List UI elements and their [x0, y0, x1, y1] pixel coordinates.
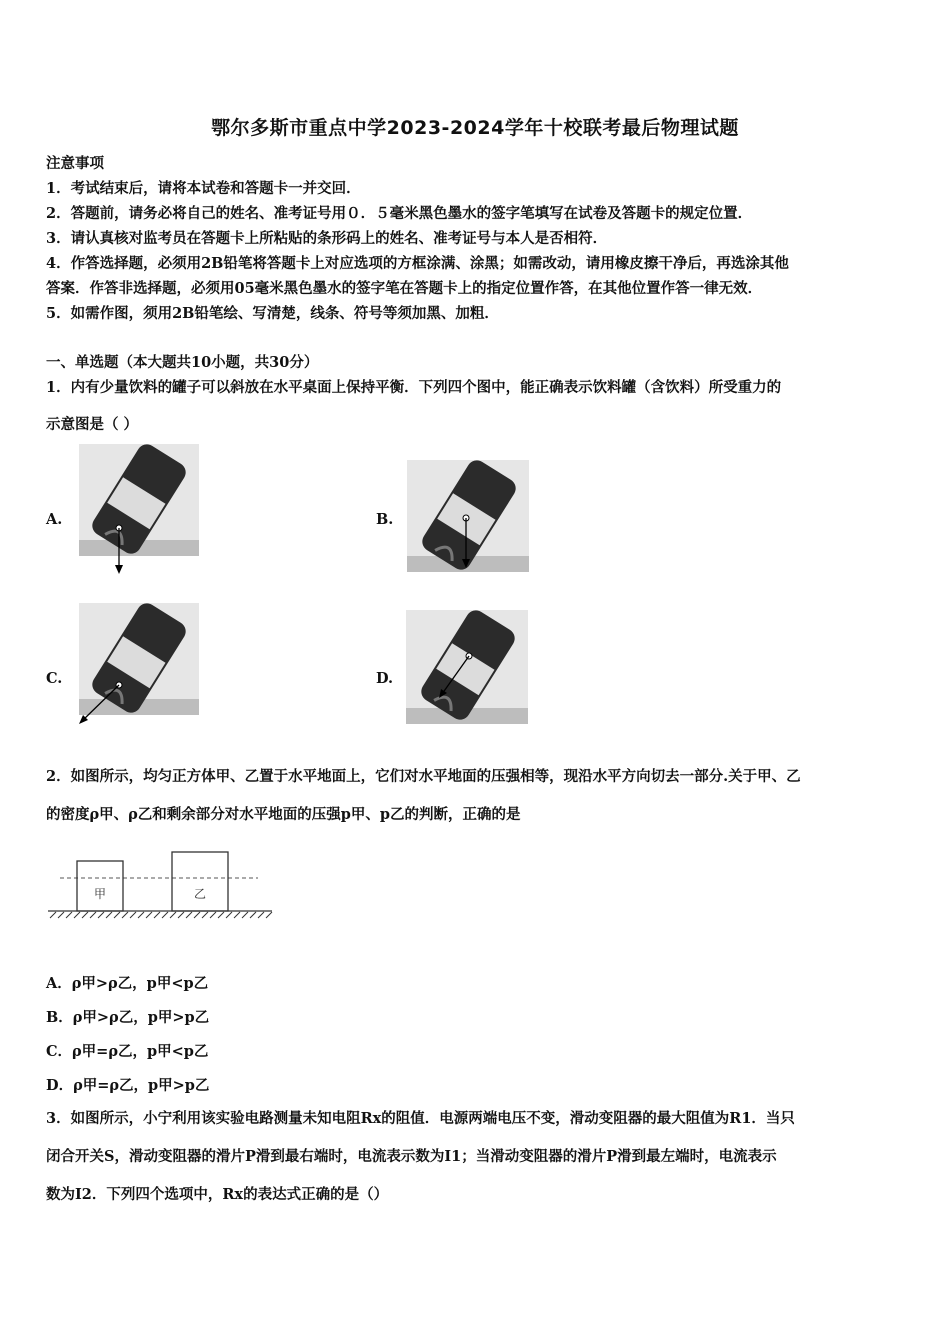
- q3-line1: 3．如图所示，小宁利用该实验电路测量未知电阻Rx的阻值．电源两端电压不变，滑动变阻器的最大阻值为R1．当只: [46, 1110, 795, 1127]
- q1-option-d-can-image: [406, 610, 528, 724]
- block-yi-label: 乙: [193, 887, 207, 901]
- notice-item-1: 1．考试结束后，请将本试卷和答题卡一并交回．: [46, 180, 361, 197]
- notice-item-2: 2．答题前，请务必将自己的姓名、准考证号用０．５毫米黑色墨水的签字笔填写在试卷及答题卡的规定位置．: [46, 205, 753, 222]
- q1-option-b-can-image: [407, 460, 529, 572]
- q2-choice-d: D．ρ甲=ρ乙，p甲>p乙: [46, 1077, 210, 1094]
- q2-line2: 的密度ρ甲、ρ乙和剩余部分对水平地面的压强p甲、p乙的判断，正确的是: [46, 806, 521, 823]
- q1-option-c-label: C.: [46, 670, 63, 687]
- q1-option-b-label: B.: [376, 511, 394, 528]
- q1-option-a-label: A.: [46, 511, 63, 528]
- q1-option-c-can-image: [74, 603, 200, 731]
- page-title: 鄂尔多斯市重点中学2023-2024学年十校联考最后物理试题: [211, 117, 739, 139]
- q2-choice-b: B．ρ甲>ρ乙，p甲>p乙: [46, 1009, 210, 1026]
- q2-blocks-diagram: [46, 848, 274, 920]
- q3-line3: 数为I2．下列四个选项中，Rx的表达式正确的是（）: [46, 1186, 389, 1203]
- q2-choice-a: A．ρ甲>ρ乙，p甲<p乙: [46, 975, 209, 992]
- notice-heading: 注意事项: [46, 155, 104, 172]
- section-heading: 一、单选题（本大题共10小题，共30分）: [46, 354, 319, 371]
- q1-option-a-can-image: [79, 444, 199, 576]
- notice-item-3: 3．请认真核对监考员在答题卡上所粘贴的条形码上的姓名、准考证号与本人是否相符．: [46, 230, 608, 247]
- q1-line2: 示意图是（ ）: [46, 416, 139, 433]
- q1-line1: 1．内有少量饮料的罐子可以斜放在水平桌面上保持平衡．下列四个图中，能正确表示饮料罐（含饮料）所受重力的: [46, 379, 782, 396]
- q2-choice-c: C．ρ甲=ρ乙，p甲<p乙: [46, 1043, 209, 1060]
- block-jia-label: 甲: [93, 887, 107, 901]
- q1-option-d-label: D.: [376, 670, 394, 687]
- notice-item-4: 4．作答选择题，必须用2B铅笔将答题卡上对应选项的方框涂满、涂黑；如需改动，请用橡皮擦干净后，再选涂其他: [46, 255, 789, 272]
- q3-line2: 闭合开关S，滑动变阻器的滑片P滑到最右端时，电流表示数为I1；当滑动变阻器的滑片P滑到最左端时，电流表示: [46, 1148, 777, 1165]
- q2-line1: 2．如图所示，均匀正方体甲、乙置于水平地面上，它们对水平地面的压强相等，现沿水平方向切去一部分.关于甲、乙: [46, 768, 801, 785]
- notice-item-4-cont: 答案．作答非选择题，必须用05毫米黑色墨水的签字笔在答题卡上的指定位置作答，在其他位置作答一律无效．: [46, 280, 763, 297]
- notice-item-5: 5．如需作图，须用2B铅笔绘、写清楚，线条、符号等须加黑、加粗．: [46, 305, 499, 322]
